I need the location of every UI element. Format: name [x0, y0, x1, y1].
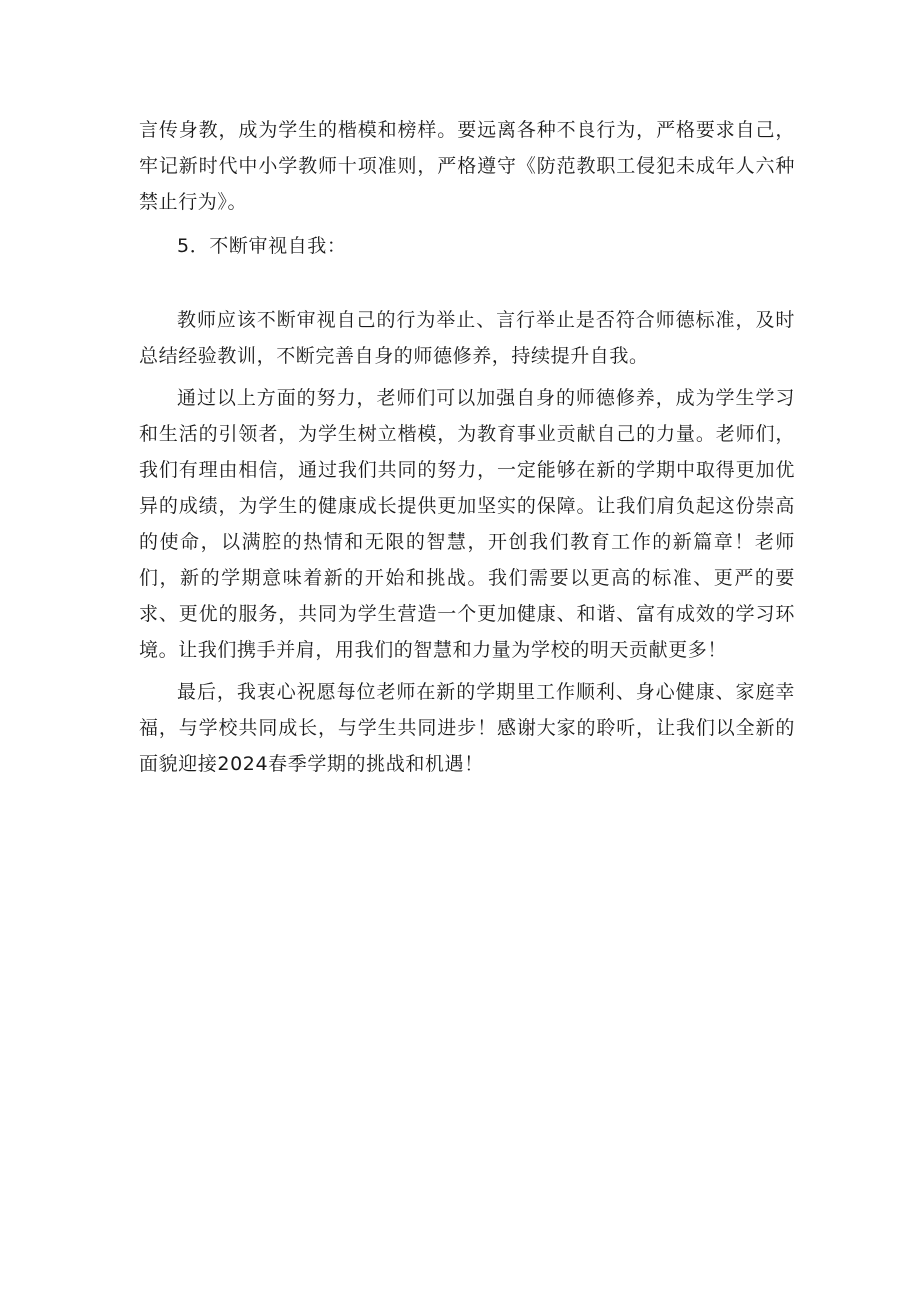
document-body	[139, 112, 795, 788]
paragraph-continuation: 言传身教，成为学生的楷模和榜样。要远离各种不良行为，严格要求自己，牢记新时代中小学教师十项准则，严格遵守《防范教职工侵犯未成年人六种禁止行为》。	[139, 119, 795, 213]
paragraph-efforts: 通过以上方面的努力，老师们可以加强自身的师德修养，成为学生学习和生活的引领者，为学生树立楷模，为教育事业贡献自己的力量。老师们，我们有理由相信，通过我们共同的努力，一定能够在新的学期中取得更加优异的成绩，为学生的健康成长提供更加坚实的保障。让我们肩负起这份崇高的使命，以满腔的热情和无限的智慧，开创我们教育工作的新篇章！老师们，新的学期意味着新的开始和挑战。我们需要以更高的标准、更严的要求、更优的服务，共同为学生营造一个更加健康、和谐、富有成效的学习环境。让我们携手并肩，用我们的智慧和力量为学校的明天贡献更多！	[139, 387, 795, 661]
paragraph-closing: 最后，我衷心祝愿每位老师在新的学期里工作顺利、身心健康、家庭幸福，与学校共同成长，与学生共同进步！感谢大家的聆听，让我们以全新的面貌迎接2024春季学期的挑战和机遇！	[139, 681, 795, 775]
paragraph-self-review: 教师应该不断审视自己的行为举止、言行举止是否符合师德标准，及时总结经验教训，不断完善自身的师德修养，持续提升自我。	[139, 309, 795, 367]
section-heading-5: 5．不断审视自我：	[177, 235, 347, 257]
